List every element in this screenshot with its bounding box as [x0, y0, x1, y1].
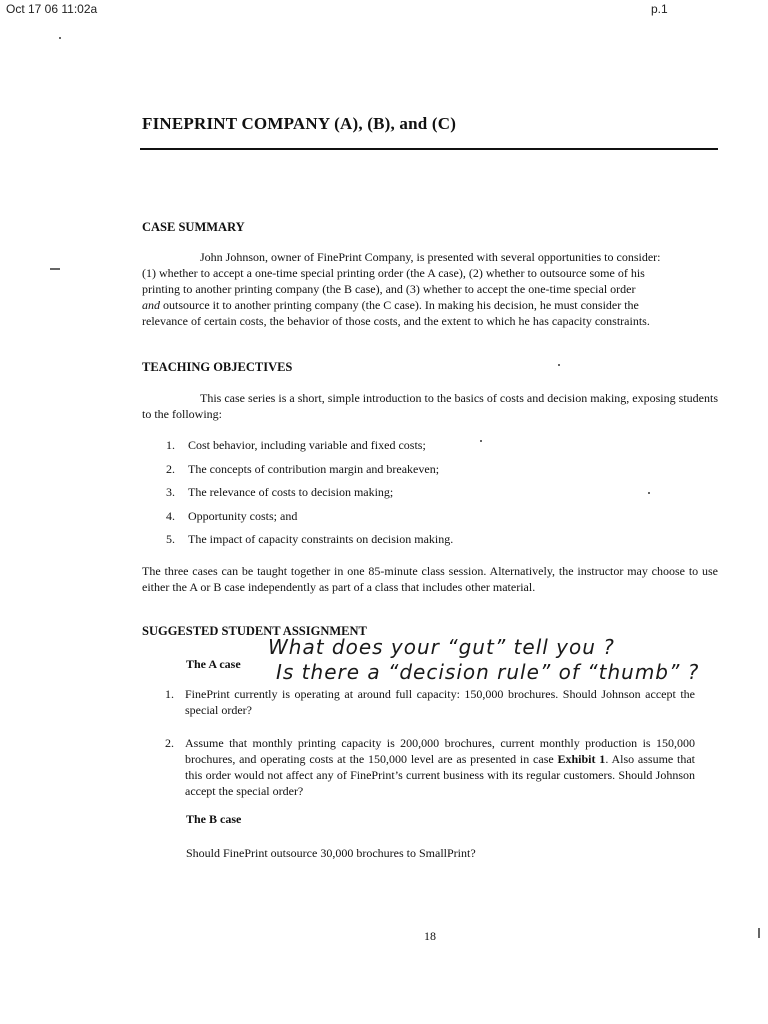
objective-number: 2. — [166, 461, 175, 476]
objective-text: The impact of capacity constraints on decision making. — [188, 532, 454, 546]
question-1 — [165, 686, 705, 720]
case-summary-italic-and: and — [142, 298, 160, 312]
a-case-label: The A case — [186, 657, 241, 671]
scan-mark — [50, 268, 60, 270]
scan-speck — [558, 364, 560, 366]
question-number: 1. — [165, 687, 174, 701]
fax-page-indicator: p.1 — [651, 2, 668, 16]
handwritten-note-gut: What does your “gut” tell you ? — [268, 635, 615, 659]
objective-text: The concepts of contribution margin and breakeven; — [188, 461, 440, 476]
fax-timestamp: Oct 17 06 11:02a — [6, 2, 98, 16]
assignment-heading: SUGGESTED STUDENT ASSIGNMENT — [142, 624, 367, 638]
case-summary-line — [142, 297, 718, 313]
case-summary-line-rest: outsource it to another printing company (the C case). In making his decision, he must consider the — [160, 298, 639, 312]
question-text — [185, 735, 695, 799]
case-summary-line: John Johnson, owner of FinePrint Company, is presented with several opportunities to consider: — [200, 250, 661, 264]
objective-number: 1. — [166, 438, 175, 452]
objectives-intro-text: This case series is a short, simple introduction to the basics of costs and decision making, exposing students to the following: — [142, 391, 718, 421]
page-number: 18 — [424, 929, 436, 943]
scan-speck — [480, 440, 482, 442]
case-summary-line: printing to another printing company (the B case), and (3) whether to accept the one-time special order — [142, 282, 636, 296]
question-text-part: Assume that monthly printing capacity is 200,000 brochures, current monthly production is 150,000 brochures, and operating costs at the 150,000 level are as presented in case — [185, 736, 695, 766]
question-number: 2. — [165, 736, 174, 750]
question-text-part: . Also assume that this order would not affect any of FinePrint’s current business with its regular customers. Should Johnson accept the special order? — [185, 752, 696, 798]
title-divider — [140, 148, 718, 150]
objective-item — [166, 462, 706, 486]
case-summary-heading: CASE SUMMARY — [142, 220, 245, 234]
b-case-label: The B case — [186, 812, 242, 826]
objective-number: 5. — [166, 532, 175, 546]
case-summary-line: (1) whether to accept a one-time special printing order (the A case), (2) whether to outsource some of his — [142, 266, 645, 280]
objective-text: Cost behavior, including variable and fixed costs; — [188, 438, 426, 452]
objectives-list — [166, 438, 706, 556]
b-case-question: Should FinePrint outsource 30,000 brochures to SmallPrint? — [186, 846, 476, 860]
question-text: FinePrint currently is operating at around full capacity: 150,000 brochures. Should Johnson accept the special order? — [185, 687, 695, 717]
teaching-objectives-intro — [142, 390, 718, 422]
objective-item — [166, 509, 706, 533]
objective-item — [166, 485, 706, 509]
objective-text: Opportunity costs; and — [188, 508, 298, 523]
exhibit-reference: Exhibit 1 — [557, 752, 606, 766]
objective-number: 3. — [166, 485, 175, 499]
objectives-closing-text: The three cases can be taught together in one 85-minute class session. Alternatively, the instructor may choose to use either the A or B case independently as part of a class that includes other material. — [142, 564, 718, 594]
objective-number: 4. — [166, 508, 175, 523]
objective-item — [166, 532, 706, 556]
scan-speck — [59, 37, 61, 39]
document-title: FINEPRINT COMPANY (A), (B), and (C) — [142, 114, 457, 133]
objective-text: The relevance of costs to decision making; — [188, 485, 394, 499]
teaching-objectives-closing — [142, 563, 718, 595]
question-2 — [165, 735, 705, 801]
case-summary-line: relevance of certain costs, the behavior of those costs, and the extent to which he has capacity constraints. — [142, 314, 650, 328]
scan-speck — [648, 492, 650, 494]
case-summary-paragraph — [142, 249, 718, 329]
scan-mark — [758, 928, 760, 938]
handwritten-note-rule: Is there a “decision rule” of “thumb” ? — [276, 660, 700, 684]
objective-item — [166, 438, 706, 462]
teaching-objectives-heading: TEACHING OBJECTIVES — [142, 360, 293, 374]
